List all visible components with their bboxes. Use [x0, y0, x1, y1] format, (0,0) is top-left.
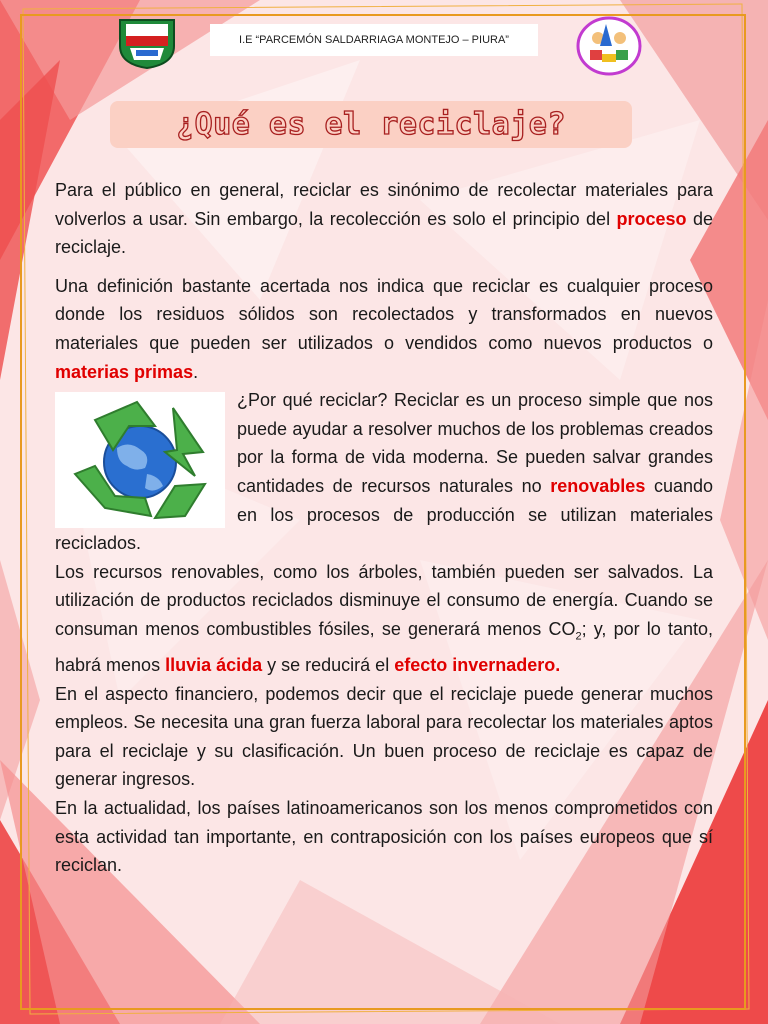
- highlight-efecto-invernadero: efecto invernadero.: [394, 655, 561, 676]
- paragraph-2: [55, 272, 713, 386]
- paragraph-3-text-a: ¿Por qué reciclar? Reciclar es un proceso simple que nos puede ayudar a resolver muchos de los problemas creados por la forma de vida moderna. Se pueden salvar grandes cantidades de recursos naturales no: [237, 390, 713, 496]
- highlight-materias-primas: materias primas: [55, 361, 194, 382]
- paragraph-4-text-b: ; y, por lo tanto, habrá menos: [55, 618, 713, 676]
- paragraph-4: [55, 558, 713, 680]
- paragraph-2-text-a: Una definición bastante acertada nos indica que reciclar es cualquier proceso donde los residuos sólidos son recolectados y transformados en nuevos materiales que pueden ser utilizados o vendidos como nuevos productos o: [55, 275, 713, 353]
- co2-subscript: 2: [575, 630, 582, 643]
- kids-badge-icon: [576, 16, 642, 76]
- paragraph-1-text-a: Para el público en general, reciclar es sinónimo de recolectar materiales para volverlos a usar. Sin embargo, la recolección es solo el principio del: [55, 180, 713, 229]
- highlight-renovables: renovables: [550, 475, 646, 496]
- paragraph-2-text-c: .: [193, 361, 199, 382]
- school-name: I.E “PARCEMÓN SALDARRIAGA MONTEJO – PIURA”: [239, 34, 509, 46]
- school-header: [210, 24, 538, 56]
- paragraph-4-text-d: y se reducirá el: [262, 655, 395, 676]
- paragraph-5: En el aspecto financiero, podemos decir que el reciclaje puede generar muchos empleos. Se necesita una gran fuerza laboral para recolectar los materiales aptos para el reciclaje y su clasificación. Un buen proceso de reciclaje es capaz de generar ingresos.: [55, 683, 713, 790]
- school-crest-icon: [116, 16, 178, 70]
- paragraph-3-text-c: cuando en los procesos de producción se utilizan materiales reciclados.: [55, 475, 713, 554]
- page-title: ¿Qué es el reciclaje?: [176, 107, 566, 142]
- title-banner: [110, 101, 632, 148]
- paragraph-4-text-a: Los recursos renovables, como los árboles, también pueden ser salvados. La utilización de productos reciclados disminuye el consumo de energía. Cuando se consuman menos combustibles fósiles, se generará menos CO: [55, 561, 713, 639]
- paragraph-1: [55, 176, 713, 262]
- highlight-lluvia-acida: lluvia ácida: [165, 655, 263, 676]
- highlight-proceso: proceso: [616, 208, 687, 229]
- paragraph-6: En la actualidad, los países latinoamericanos son los menos comprometidos con esta actividad tan importante, en contraposición con los países europeos que sí reciclan.: [55, 798, 713, 876]
- recycle-globe-icon: [55, 392, 225, 528]
- paragraph-1-text-c: de reciclaje.: [55, 208, 714, 258]
- article-body: [55, 176, 713, 880]
